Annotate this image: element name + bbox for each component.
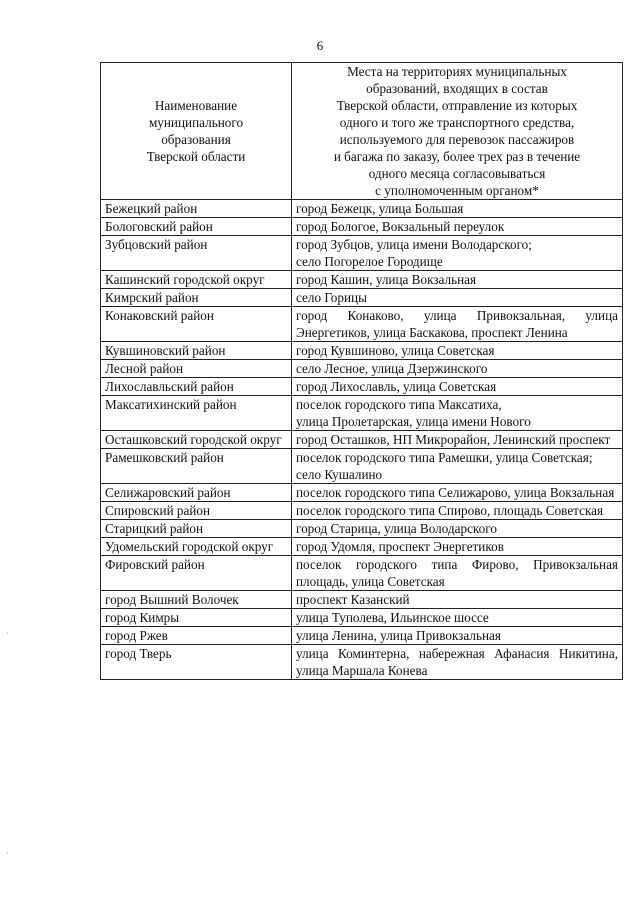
departure-places [292,342,623,360]
departure-places [292,218,623,236]
table-row [101,236,623,271]
municipality-name: город Ржев [101,627,292,645]
departure-places [292,289,623,307]
municipality-name: Кимрский район [101,289,292,307]
municipality-name: Кувшиновский район [101,342,292,360]
place-line: город Зубцов, улица имени Володарского; [296,237,532,252]
departure-places [292,360,623,378]
table-row [101,289,623,307]
municipality-name: Лесной район [101,360,292,378]
table-row [101,502,623,520]
place-line: поселок городского типа Рамешки, улица Советская; [296,450,593,465]
departure-places [292,538,623,556]
table-row [101,449,623,484]
departure-places [292,200,623,218]
place-line: поселок городского типа Фирово, Привокзальная площадь, улица Советская [296,557,618,589]
page-number: 6 [316,38,324,53]
table-row [101,218,623,236]
table-row [101,645,623,680]
table-row [101,538,623,556]
place-line: село Лесное, улица Дзержинского [296,361,488,376]
table-row [101,396,623,431]
table-row [101,627,623,645]
place-line: город Осташков, НП Микрорайон, Ленинский проспект [296,432,611,447]
table-row [101,378,623,396]
place-line: поселок городского типа Селижарово, улица Вокзальная [296,485,615,500]
table-row [101,200,623,218]
municipality-name: Бежецкий район [101,200,292,218]
departure-places [292,396,623,431]
scan-margin-mark: · [6,848,9,858]
municipality-name: Фировский район [101,556,292,591]
place-line: улица Туполева, Ильинское шоссе [296,610,489,625]
table-row [101,307,623,342]
departure-places [292,502,623,520]
departure-places [292,645,623,680]
place-line: город Кашин, улица Вокзальная [296,272,477,287]
table-row [101,484,623,502]
municipality-name: Лихославльский район [101,378,292,396]
municipal-places-table [100,62,623,680]
departure-places [292,609,623,627]
departure-places [292,431,623,449]
table-row [101,520,623,538]
place-line: поселок городского типа Спирово, площадь Советская [296,503,604,518]
place-line: поселок городского типа Максатиха, [296,397,502,412]
departure-places [292,591,623,609]
municipality-name: Спировский район [101,502,292,520]
scan-margin-mark: · [6,628,9,638]
municipality-name: город Тверь [101,645,292,680]
departure-places [292,307,623,342]
municipality-name: Удомельский городской округ [101,538,292,556]
municipality-name: Осташковский городской округ [101,431,292,449]
departure-places [292,484,623,502]
place-line: улица Коминтерна, набережная Афанасия Никитина, улица Маршала Конева [296,646,618,678]
departure-places [292,520,623,538]
place-line: село Горицы [296,290,367,305]
header-places: Места на территориях муниципальных образований, входящих в состав Тверской области, отправление из которых одного и того же транспортного средства, используемого для перевозок пассажиров и багажа по заказу, более трех раз в течение одного месяца согласовываться с уполномоченным органом* [292,63,623,200]
place-line: город Бологое, Вокзальный переулок [296,219,505,234]
departure-places [292,449,623,484]
departure-places [292,627,623,645]
place-line: город Лихославль, улица Советская [296,379,497,394]
municipality-name: Селижаровский район [101,484,292,502]
place-line: проспект Казанский [296,592,410,607]
table-row [101,609,623,627]
table-body [101,200,623,680]
table-row [101,556,623,591]
place-line: село Кушалино [296,467,383,482]
header-municipality: Наименование муниципального образования Тверской области [101,63,292,200]
departure-places [292,271,623,289]
departure-places [292,236,623,271]
place-line: улица Пролетарская, улица имени Нового [296,414,531,429]
place-line: город Удомля, проспект Энергетиков [296,539,504,554]
place-line: город Старица, улица Володарского [296,521,497,536]
table-row [101,342,623,360]
place-line: улица Ленина, улица Привокзальная [296,628,501,643]
municipality-name: Максатихинский район [101,396,292,431]
municipality-name: Бологовский район [101,218,292,236]
municipality-name: Зубцовский район [101,236,292,271]
municipality-name: город Кимры [101,609,292,627]
place-line: город Бежецк, улица Большая [296,201,464,216]
place-line: город Конаково, улица Привокзальная, улица Энергетиков, улица Баскакова, проспект Ленина [296,308,618,340]
place-line: город Кувшиново, улица Советская [296,343,495,358]
place-line: село Погорелое Городище [296,254,443,269]
departure-places [292,378,623,396]
municipality-name: Старицкий район [101,520,292,538]
table-row [101,591,623,609]
municipality-name: Кашинский городской округ [101,271,292,289]
table-row [101,271,623,289]
table-row [101,431,623,449]
table-row [101,360,623,378]
municipality-name: Конаковский район [101,307,292,342]
municipality-name: город Вышний Волочек [101,591,292,609]
table-header-row [101,63,623,200]
municipality-name: Рамешковский район [101,449,292,484]
departure-places [292,556,623,591]
